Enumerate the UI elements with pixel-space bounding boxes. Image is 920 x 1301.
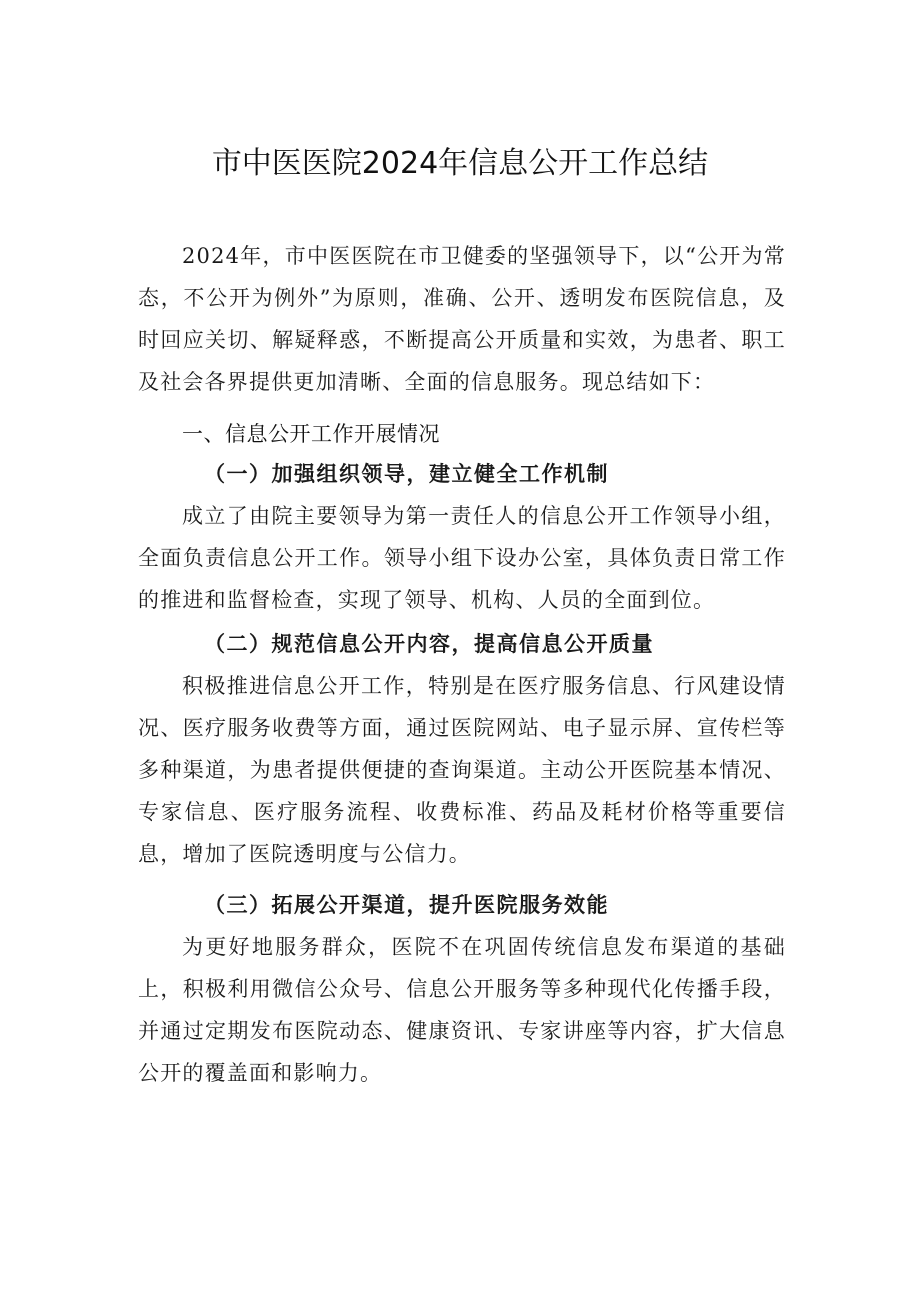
subsection-paragraph-2: 积极推进信息公开工作，特别是在医疗服务信息、行风建设情况、医疗服务收费等方面，通过医院网站、电子显示屏、宣传栏等多种渠道，为患者提供便捷的查询渠道。主动公开医院基本情况、专家信息、医疗服务流程、收费标准、药品及耗材价格等重要信息，增加了医院透明度与公信力。 xyxy=(138,674,786,866)
document-title: 市中医医院2024年信息公开工作总结 xyxy=(211,146,709,181)
intro-paragraph: 2024年，市中医医院在市卫健委的坚强领导下，以“公开为常态，不公开为例外”为原则，准确、公开、透明发布医院信息，及时回应关切、解疑释惑，不断提高公开质量和实效，为患者、职工及社会各界提供更加清晰、全面的信息服务。现总结如下： xyxy=(138,244,786,394)
section-heading-1: 一、信息公开工作开展情况 xyxy=(182,422,440,446)
subsection-paragraph-1: 成立了由院主要领导为第一责任人的信息公开工作领导小组，全面负责信息公开工作。领导小组下设办公室，具体负责日常工作的推进和监督检查，实现了领导、机构、人员的全面到位。 xyxy=(138,504,786,612)
subsection-heading-1: （一）加强组织领导，建立健全工作机制 xyxy=(204,461,609,486)
subsection-heading-3: （三）拓展公开渠道，提升医院服务效能 xyxy=(204,892,609,917)
subsection-heading-2: （二）规范信息公开内容，提高信息公开质量 xyxy=(204,631,654,656)
subsection-paragraph-3: 为更好地服务群众，医院不在巩固传统信息发布渠道的基础上，积极利用微信公众号、信息公开服务等多种现代化传播手段，并通过定期发布医院动态、健康资讯、专家讲座等内容，扩大信息公开的覆盖面和影响力。 xyxy=(138,935,786,1085)
